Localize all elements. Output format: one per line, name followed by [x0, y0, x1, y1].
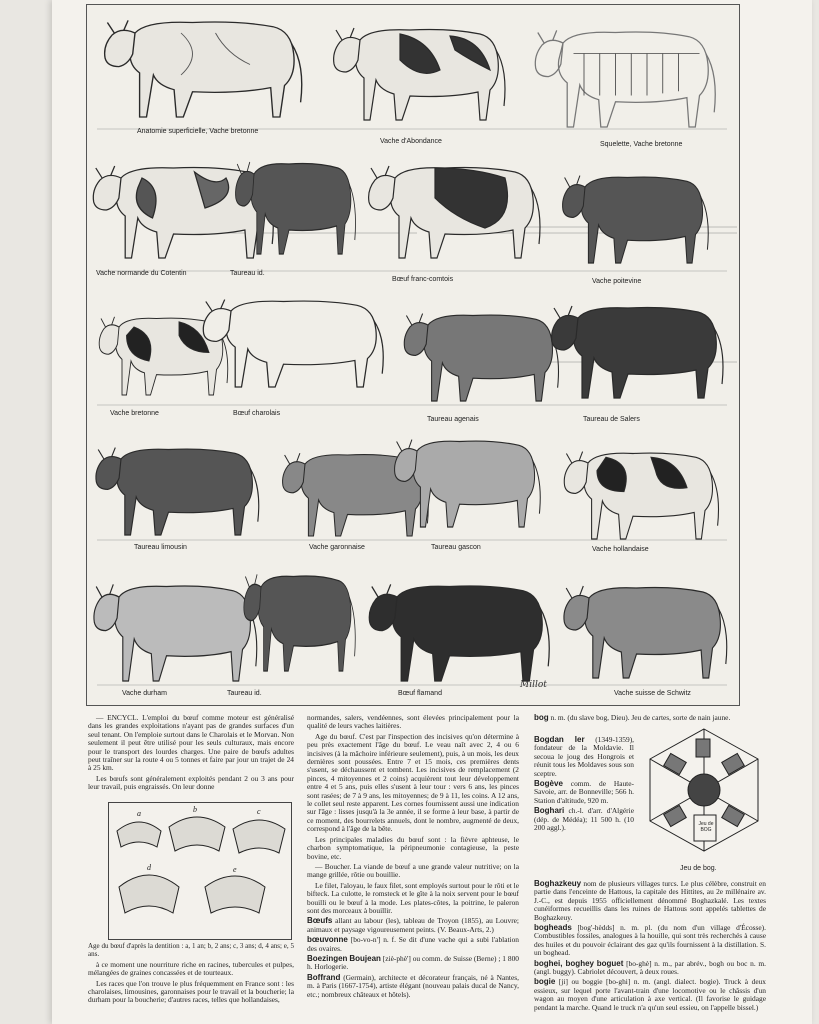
- dictionary-entry: [534, 714, 766, 722]
- headword-alt: Boujean: [349, 953, 381, 963]
- caption-salers: Taureau de Salers: [583, 416, 640, 423]
- caption-flamand: Bœuf flamand: [398, 690, 442, 697]
- entry-text: [ziè-phè'] ou comm. de Suisse (Berne) ; 1 800 h. Horlogerie.: [307, 953, 519, 972]
- ox-charolais-illustration: [203, 300, 383, 387]
- ox-franc-comtois-illustration: [369, 166, 540, 258]
- cow-durham-illustration: [94, 584, 257, 681]
- cow-hollandaise-illustration: [564, 452, 718, 539]
- caption-garonnaise: Vache garonnaise: [309, 544, 365, 551]
- ox-flamand-illustration: [369, 584, 549, 681]
- dictionary-entry: [307, 955, 519, 972]
- teeth-label-c: c: [257, 807, 261, 816]
- teeth-label-e: e: [233, 865, 237, 874]
- entry-text: [ji] ou boggie [bo-ghi] n. m. (angl. dialect. bogie). Truck à deux essieux, sur lequel porte l'avant-train d'une locomotive ou le châssis d'un wagon au moyen d'une articulation à axe vertical. (Il favorise le guidage pendant la marche. Quand le truck n'a qu'un seul essieu, on l'appelle bissel.): [534, 977, 766, 1012]
- paragraph: Les bœufs sont généralement exploités pendant 2 ou 3 ans pour leur travail, puis engraissés. On leur donne: [88, 773, 294, 792]
- headword: bog: [534, 713, 549, 722]
- text-column-3-top: [534, 714, 766, 724]
- dictionary-entry: [534, 924, 766, 958]
- teeth-figure: [108, 802, 292, 940]
- headword: boghei, boghey: [534, 958, 594, 968]
- teeth-figure-caption: Age du bœuf d'après la dentition : a, 1 an; b, 2 ans; c, 3 ans; d, 4 ans; e, 5 ans.: [88, 942, 294, 959]
- headword: Bogdan Ier: [534, 735, 585, 744]
- dictionary-entry: [534, 736, 634, 778]
- caption-poitevine: Vache poitevine: [592, 278, 642, 285]
- teeth-label-b: b: [193, 805, 197, 814]
- text-column-1-lower: [88, 942, 294, 1007]
- caption-schwitz: Vache suisse de Schwitz: [614, 690, 691, 697]
- paragraph-boucher: — Boucher. La viande de bœuf a une grande valeur nutritive; on la mange grillée, rôtie ou bouillie.: [307, 861, 519, 880]
- paragraph-age-du-boeuf: Age du bœuf. C'est par l'inspection des incisives qu'on détermine à peu près exactement l'âge du bœuf. Le veau naît avec 2, 4 ou 6 incisives (à la mâchoire inférieure seulement), puis, à un mois, les deux dernières sont poussées. Entre 7 et 15 mois, ces premières dents s'usent, se déchaussent et tombent. Les incisives de remplacement (2 pinces, 4 mitoyennes et 2 coins) acquièrent tout leur développement entre 4 et 5 ans, puis elles s'usent à leur tour : vers 6 ans, les pinces sont rasées; de 7 à 9 ans, les mitoyennes; de 9 à 11, les coins. A 12 ans, le collet seul reste apparent. Les cornes fournissent aussi une indication sur l'âge : lisses jusqu'à la 3e année, il se forme à leur base, à partir de ce moment, des bourrelets annuels, dont le nombre, augmenté de deux, correspond à l'âge de la bête.: [307, 731, 519, 834]
- headword: Boffrand: [307, 972, 341, 982]
- bog-figure-caption: Jeu de bog.: [680, 865, 717, 872]
- dictionary-entry: [534, 780, 634, 805]
- caption-durham: Vache durham: [122, 690, 168, 697]
- bull-limousin-illustration: [96, 448, 259, 535]
- cow-schwitz-illustration: [564, 586, 727, 678]
- paragraph: Les principales maladies du bœuf sont : la fièvre aphteuse, le charbon symptomatique, la péripneumonie contagieuse, la peste bovine, etc.: [307, 834, 519, 861]
- entry-text: allant au labour (les), tableau de Troyon (1855), au Louvre; animaux et paysage vigoureusement peints. (V. Beaux-Arts, 2.): [307, 916, 519, 934]
- teeth-label-d: d: [147, 863, 151, 872]
- entry-text: (1349-1359), fondateur de la Moldavie. Il secoua le joug des Hongrois et réunit tous les Moldaves sous son sceptre.: [534, 735, 634, 778]
- bull-gascon-illustration: [395, 440, 541, 527]
- paragraph: Les races que l'on trouve le plus fréquemment en France sont : les charolaises, limousines, garonnaises pour le travail et la boucherie; la durham pour la boucherie; d'autres races, telles que hollandaises,: [88, 978, 294, 1005]
- caption-franc-comtois: Bœuf franc-comtois: [392, 276, 454, 283]
- headword: Bœufs: [307, 916, 333, 926]
- headword-alt: boguet: [596, 958, 624, 968]
- incisor-teeth-drawings: [109, 803, 291, 939]
- text-column-1: [88, 714, 294, 794]
- headword: bogie: [534, 977, 556, 987]
- text-column-3-narrow: [534, 736, 634, 834]
- text-column-3-lower: [534, 880, 766, 1014]
- entry-text: (Germain), architecte et décorateur français, né à Nantes, m. à Paris (1667-1754), artiste élégant (nouveau palais ducal de Nancy, etc.; nombreux châteaux et hôtels).: [307, 972, 519, 999]
- dictionary-entry: [307, 974, 519, 999]
- encyclopedia-paragraph: — ENCYCL. L'emploi du bœuf comme moteur est généralisé dans les grandes exploitations n'ayant pas de grandes surfaces d'un seul tenant. On l'emploie surtout dans le Charolais et le Morvan. Non seulement il peut être utilisé pour les seuls culturaux, mais encore pour le transport des lourdes charges. Une paire de bœufs adultes peut traîner sur la route 4 ou 5 tonnes et faire par jour un trajet de 24 à 25 km.: [88, 713, 294, 773]
- caption-abondance: Vache d'Abondance: [380, 138, 442, 145]
- teeth-label-a: a: [137, 809, 141, 818]
- entry-text: [bo-ghè] n. m., par abrév., bogh ou boc n. m. (angl. buggy). Cabriolet découvert, à deux roues.: [534, 958, 766, 977]
- caption-hollandaise: Vache hollandaise: [592, 546, 649, 553]
- caption-squelette: Squelette, Vache bretonne: [600, 141, 683, 148]
- headword: Boghari: [534, 806, 565, 816]
- headword: bogheads: [534, 923, 572, 933]
- cow-anatomie-illustration: [105, 20, 302, 117]
- dictionary-entry: [307, 917, 519, 934]
- caption-charolais: Bœuf charolais: [233, 410, 281, 417]
- caption-agenais: Taureau agenais: [427, 416, 479, 423]
- bull-durham-illustration: [244, 574, 355, 671]
- entry-text: [bo-vo-n'] n. f. Se dit d'une vache qui a subi l'ablation des ovaires.: [307, 935, 519, 953]
- headword: Boezingen: [307, 953, 348, 963]
- headword: Bogève: [534, 779, 563, 789]
- bull-salers-illustration: [552, 306, 723, 398]
- dictionary-entry: [534, 880, 766, 922]
- caption-anatomie: Anatomie superficielle, Vache bretonne: [137, 128, 259, 135]
- entry-text: [bog'-hèdds] n. m. pl. (du nom d'un village d'Écosse). Combustibles fossiles, analogues à la houille, qui sont très recherchés à cause des huiles et du pouvoir éclairant des gaz qu'ils fournissent à la distillation. S. un boghead.: [534, 923, 766, 958]
- caption-limousin: Taureau limousin: [134, 544, 187, 551]
- entry-text: nom de plusieurs villages turcs. Le plus célèbre, construit en partie dans l'enceinte de Hattous, la capitale des Hittites, au 2e millénaire av. J.-C., est depuis 1955 officiellement dénommé Boghazkalé. Les textes cunéiformes recueillis dans les ruines de Hattous sont appelés tablettes de Boghazkeuy.: [534, 879, 766, 922]
- bull-agenais-illustration: [404, 314, 558, 401]
- caption-normande: Vache normande du Cotentin: [96, 270, 187, 277]
- caption-gascon: Taureau gascon: [431, 544, 481, 551]
- bog-board-drawing: [640, 725, 768, 865]
- cow-abondance-illustration: [334, 28, 505, 120]
- text-column-2: [307, 714, 519, 1001]
- cow-poitevine-illustration: [563, 176, 709, 263]
- bog-center-label: Jeu de BOG: [698, 821, 714, 833]
- dictionary-entry: [534, 960, 766, 977]
- headword: bœuvonne: [307, 935, 348, 945]
- entry-text: ch.-l. d'arr. d'Algérie (dép. de Médéa); 11 500 h. (10 200 aggl.).: [534, 806, 634, 833]
- dictionary-entry: [534, 807, 634, 832]
- paragraph: à ce moment une nourriture riche en racines, tubercules et pulpes, mélangées de graines concassées et de tourteaux.: [88, 959, 294, 978]
- dictionary-entry: [307, 936, 519, 953]
- jeu-de-bog-figure: [640, 725, 768, 875]
- paragraph: Le filet, l'aloyau, le faux filet, sont employés surtout pour le rôti et le bifteck. La culotte, le romsteck et le gîte à la noix servent pour le bœuf bouilli ou le bœuf à la mode. Les plates-côtes, la poitrine, le paleron sont des morceaux à bouillir.: [307, 880, 519, 915]
- headword: Boghazkeuy: [534, 879, 582, 888]
- caption-bretonne: Vache bretonne: [110, 410, 159, 417]
- dictionary-entry: [534, 978, 766, 1012]
- paragraph: normandes, salers, vendéennes, sont élevées principalement pour la qualité de leurs vaches laitières.: [307, 713, 519, 731]
- entry-text: n. m. (du slave bog, Dieu). Jeu de cartes, sorte de nain jaune.: [550, 713, 731, 722]
- cow-skeleton-illustration: [535, 30, 715, 127]
- artist-signature: Millot: [520, 680, 547, 690]
- caption-taureau-durham: Taureau id.: [227, 690, 262, 697]
- entry-text: comm. de Haute-Savoie, arr. de Bonneville; 566 h. Station d'altitude, 920 m.: [534, 779, 634, 805]
- caption-taureau-normand: Taureau id.: [230, 270, 265, 277]
